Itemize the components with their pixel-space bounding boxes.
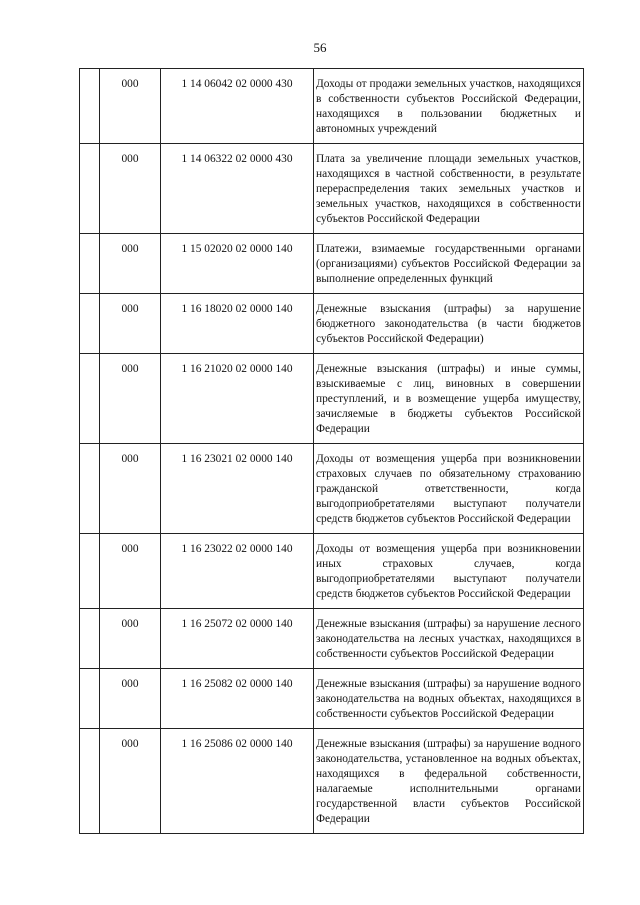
table-row [80, 234, 584, 294]
blank-cell [80, 609, 100, 669]
blank-cell [80, 729, 100, 834]
description-cell: Денежные взыскания (штрафы) за нарушение бюджетного законодательства (в части бюджетов субъектов Российской Федерации) [314, 294, 584, 354]
admin-code-cell: 000 [100, 294, 161, 354]
budget-classification-table [79, 68, 584, 834]
description-cell: Доходы от возмещения ущерба при возникновении иных страховых случаев, когда выгодоприобретателями выступают получатели средств бюджетов субъектов Российской Федерации [314, 534, 584, 609]
blank-cell [80, 354, 100, 444]
blank-cell [80, 294, 100, 354]
table-row [80, 669, 584, 729]
blank-cell [80, 69, 100, 144]
admin-code-cell: 000 [100, 69, 161, 144]
kbk-code-cell: 1 14 06042 02 0000 430 [161, 69, 314, 144]
blank-cell [80, 534, 100, 609]
table-row [80, 144, 584, 234]
table-row [80, 444, 584, 534]
kbk-code-cell: 1 16 23022 02 0000 140 [161, 534, 314, 609]
description-cell: Плата за увеличение площади земельных участков, находящихся в частной собственности, в результате перераспределения таких земельных участков и земельных участков, находящихся в собственности субъектов Российской Федерации [314, 144, 584, 234]
description-cell: Доходы от продажи земельных участков, находящихся в собственности субъектов Российской Федерации, находящихся в пользовании бюджетных и автономных учреждений [314, 69, 584, 144]
table-row [80, 609, 584, 669]
description-cell: Денежные взыскания (штрафы) и иные суммы, взыскиваемые с лиц, виновных в совершении преступлений, и в возмещение ущерба имуществу, зачисляемые в бюджеты субъектов Российской Федерации [314, 354, 584, 444]
admin-code-cell: 000 [100, 669, 161, 729]
admin-code-cell: 000 [100, 234, 161, 294]
table-row [80, 729, 584, 834]
kbk-code-cell: 1 16 25082 02 0000 140 [161, 669, 314, 729]
description-cell: Денежные взыскания (штрафы) за нарушение водного законодательства на водных объектах, находящихся в собственности субъектов Российской Федерации [314, 669, 584, 729]
kbk-code-cell: 1 16 18020 02 0000 140 [161, 294, 314, 354]
table-row [80, 354, 584, 444]
kbk-code-cell: 1 16 21020 02 0000 140 [161, 354, 314, 444]
blank-cell [80, 144, 100, 234]
table-row [80, 534, 584, 609]
admin-code-cell: 000 [100, 729, 161, 834]
blank-cell [80, 234, 100, 294]
admin-code-cell: 000 [100, 144, 161, 234]
kbk-code-cell: 1 16 25086 02 0000 140 [161, 729, 314, 834]
table-row [80, 69, 584, 144]
kbk-code-cell: 1 16 23021 02 0000 140 [161, 444, 314, 534]
page-number: 56 [313, 40, 327, 55]
admin-code-cell: 000 [100, 444, 161, 534]
kbk-code-cell: 1 15 02020 02 0000 140 [161, 234, 314, 294]
admin-code-cell: 000 [100, 609, 161, 669]
admin-code-cell: 000 [100, 354, 161, 444]
blank-cell [80, 444, 100, 534]
blank-cell [80, 669, 100, 729]
admin-code-cell: 000 [100, 534, 161, 609]
kbk-code-cell: 1 14 06322 02 0000 430 [161, 144, 314, 234]
table-row [80, 294, 584, 354]
description-cell: Денежные взыскания (штрафы) за нарушение лесного законодательства на лесных участках, находящихся в собственности субъектов Российской Федерации [314, 609, 584, 669]
description-cell: Платежи, взимаемые государственными органами (организациями) субъектов Российской Федерации за выполнение определенных функций [314, 234, 584, 294]
table-body [80, 69, 584, 834]
description-cell: Денежные взыскания (штрафы) за нарушение водного законодательства, установленное на водных объектах, находящихся в федеральной собственности, налагаемые исполнительными органами государственной власти субъектов Российской Федерации [314, 729, 584, 834]
description-cell: Доходы от возмещения ущерба при возникновении страховых случаев по обязательному страхованию гражданской ответственности, когда выгодоприобретателями выступают получатели средств бюджетов субъектов Российской Федерации [314, 444, 584, 534]
kbk-code-cell: 1 16 25072 02 0000 140 [161, 609, 314, 669]
